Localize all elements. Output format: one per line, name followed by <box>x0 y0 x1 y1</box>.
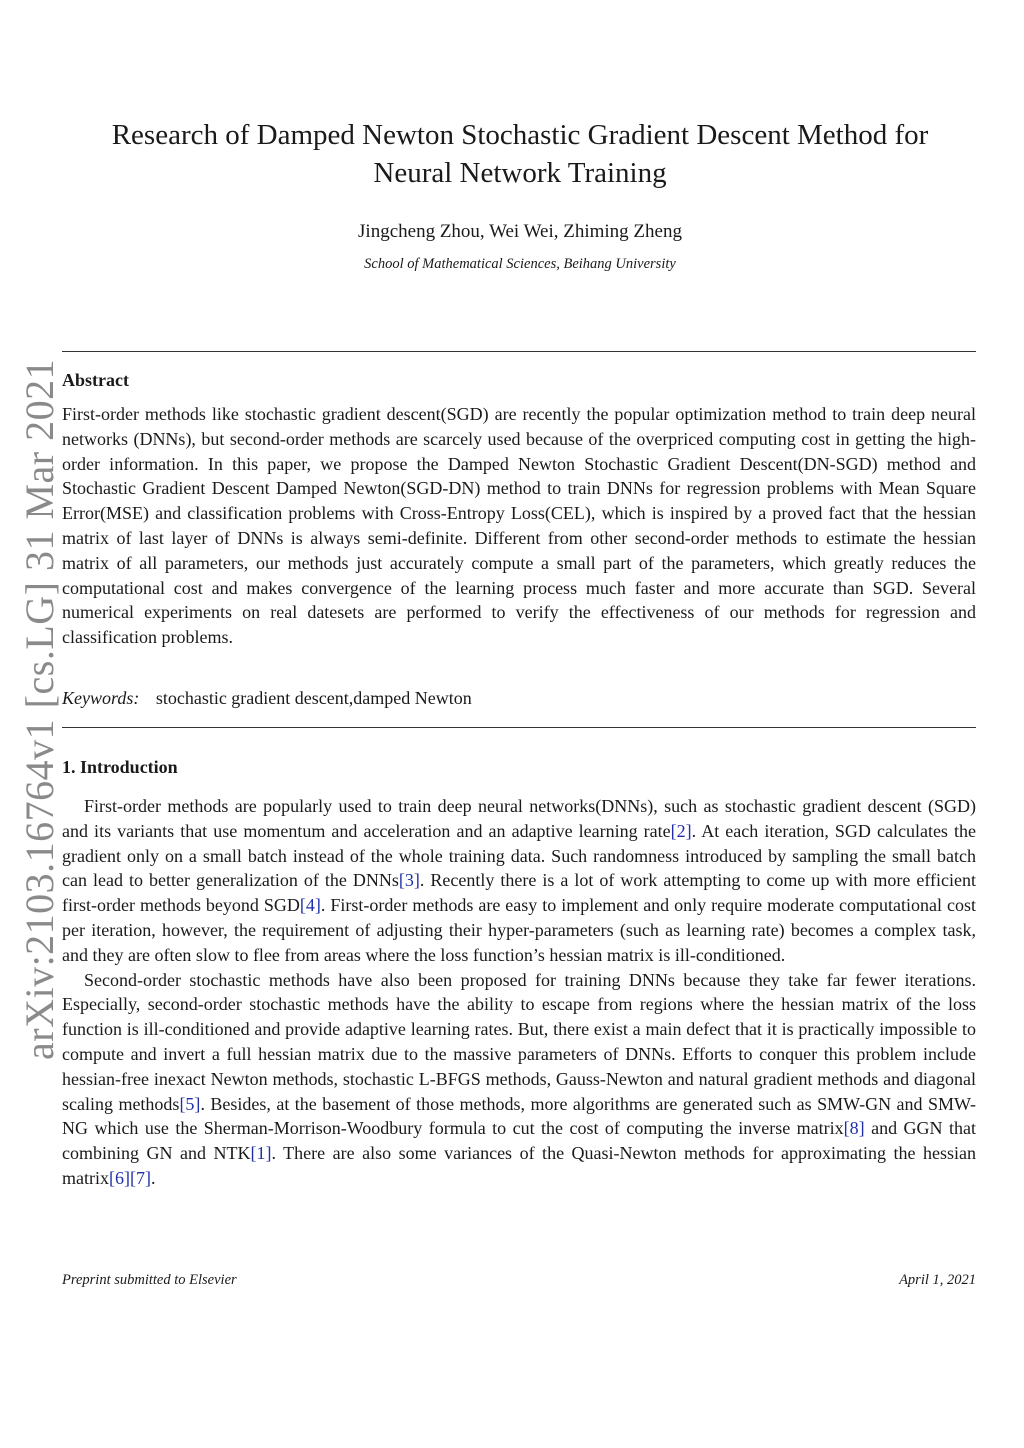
citation-link-5[interactable]: [5] <box>179 1093 201 1114</box>
intro-p1-text-d: . First-order methods are easy to implement and only require moderate computational cost per iteration, however, the requirement of adjusting their hyper-parameters (such as learning rate) becomes a complex task, and they are often slow to flee from areas where the loss function’s hessian matrix is ill-conditioned. <box>62 895 976 965</box>
arxiv-identifier-stamp: arXiv:2103.16764v1 [cs.LG] 31 Mar 2021 <box>17 358 62 1060</box>
abstract-bottom-rule <box>62 727 976 728</box>
intro-p2-text-e: . <box>150 1167 156 1188</box>
paper-title <box>80 116 960 192</box>
abstract-top-rule <box>62 351 976 352</box>
intro-p1-text-a: First-order methods are popularly used to train deep neural networks(DNNs), such as stochastic gradient descent (SGD) and its variants that use momentum and acceleration and an adaptive learning rate <box>62 796 976 841</box>
author-list: Jingcheng Zhou, Wei Wei, Zhiming Zheng <box>358 221 682 242</box>
affiliation: School of Mathematical Sciences, Beihang University <box>364 256 676 272</box>
keywords-label: Keywords: <box>62 688 140 708</box>
intro-p2-text-d: . There are also some variances of the Quasi-Newton methods for approximating the hessian matrix <box>62 1143 976 1188</box>
intro-p1-text-c: . Recently there is a lot of work attempting to come up with more efficient first-order methods beyond SGD <box>62 870 976 916</box>
title-line-2: Neural Network Training <box>373 157 667 189</box>
intro-p2-text-a: Second-order stochastic methods have also been proposed for training DNNs because they take far fewer iterations. Especially, second-order stochastic methods have the ability to escape from regions where the hessian matrix of the loss function is ill-conditioned and provide adaptive learning rates. But, there exist a main defect that it is practically impossible to compute and invert a full hessian matrix due to the massive parameters of DNNs. Efforts to conquer this problem include hessian-free inexact Newton methods, stochastic L-BFGS methods, Gauss-Newton and natural gradient methods and diagonal scaling methods <box>62 969 976 1114</box>
citation-link-6-7[interactable]: [6][7] <box>109 1167 151 1188</box>
introduction-body <box>62 794 976 1191</box>
citation-link-4[interactable]: [4] <box>299 895 321 916</box>
intro-paragraph-2 <box>62 968 976 1191</box>
citation-link-3[interactable]: [3] <box>398 870 420 891</box>
keywords <box>62 686 976 711</box>
footer-preprint-note: Preprint submitted to Elsevier <box>62 1272 237 1288</box>
citation-link-1[interactable]: [1] <box>250 1143 272 1164</box>
abstract-heading: Abstract <box>62 370 129 390</box>
title-line-1: Research of Damped Newton Stochastic Gradient Descent Method for <box>111 119 929 151</box>
intro-p1-text-b: . At each iteration, SGD calculates the gradient only on a small batch instead of the whole training data. Such randomness introduced by sampling the small batch can lead to better generalization of the DNNs <box>62 820 976 891</box>
citation-link-2[interactable]: [2] <box>670 820 692 841</box>
intro-paragraph-1 <box>62 794 976 968</box>
section-heading-introduction: 1. Introduction <box>62 757 178 777</box>
intro-p2-text-c: and GGN that combining GN and NTK <box>62 1118 976 1164</box>
keywords-value: stochastic gradient descent,damped Newton <box>155 688 472 708</box>
footer-date: April 1, 2021 <box>899 1272 976 1288</box>
abstract-text: First-order methods like stochastic gradient descent(SGD) are recently the popular optimization method to train deep neural networks (DNNs), but second-order methods are scarcely used because of the overpriced computing cost in getting the high-order information. In this paper, we propose the Damped Newton Stochastic Gradient Descent(DN-SGD) method and Stochastic Gradient Descent Damped Newton(SGD-DN) method to train DNNs for regression problems with Mean Square Error(MSE) and classification problems with Cross-Entropy Loss(CEL), which is inspired by a proved fact that the hessian matrix of last layer of DNNs is always semi-definite. Different from other second-order methods to estimate the hessian matrix of all parameters, our methods just accurately compute a small part of the parameters, which greatly reduces the computational cost and makes convergence of the learning process much faster and more accurate than SGD. Several numerical experiments on real datesets are performed to verify the effectiveness of our methods for regression and classification problems. <box>62 404 976 648</box>
citation-link-8[interactable]: [8] <box>843 1118 865 1139</box>
intro-p2-text-b: . Besides, at the basement of those methods, more algorithms are generated such as SMW-GN and SMW-NG which use the Sherman-Morrison-Woodbury formula to cut the cost of computing the inverse matrix <box>62 1093 976 1139</box>
